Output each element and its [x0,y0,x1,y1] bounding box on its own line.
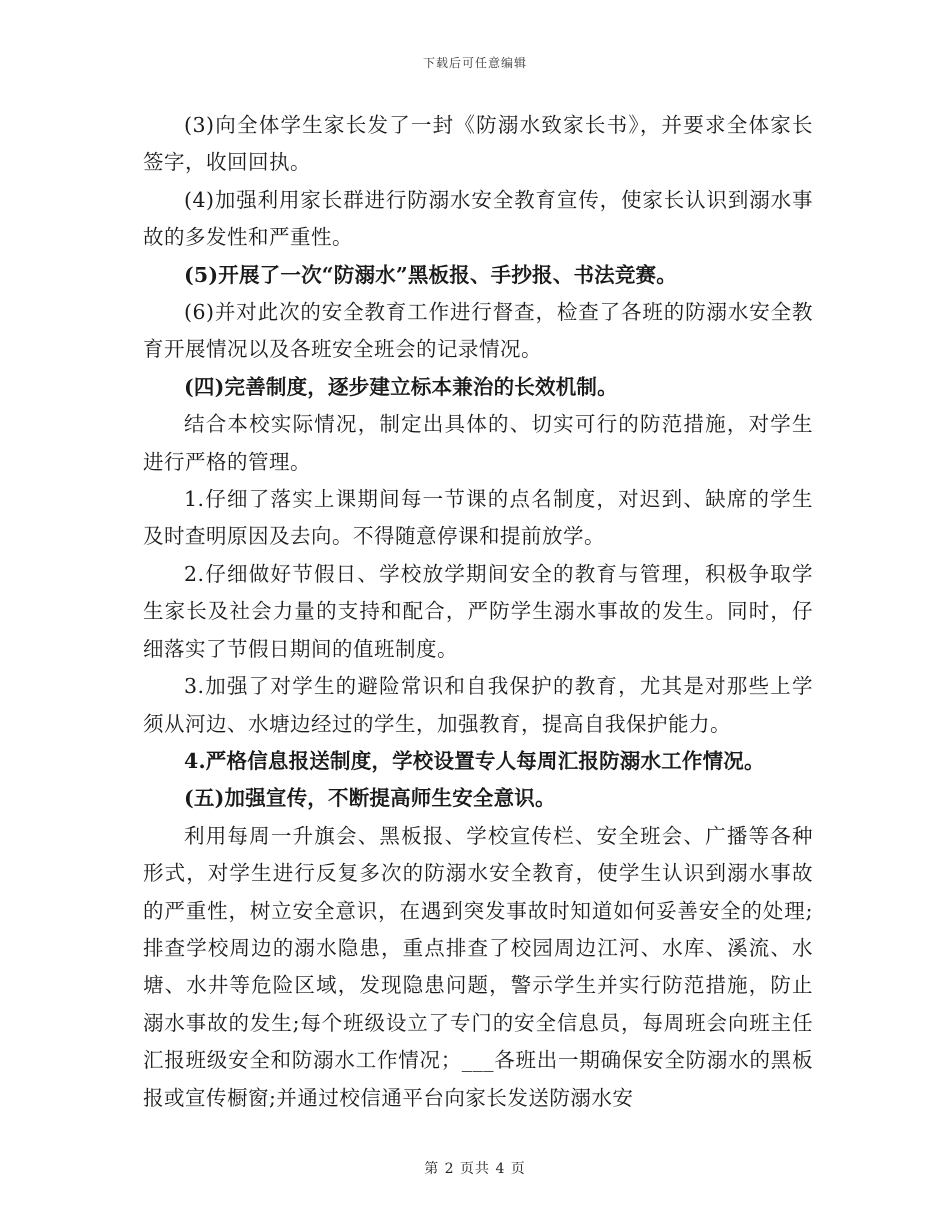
paragraph-4: (6)并对此次的安全教育工作进行督查，检查了各班的防溺水安全教育开展情况以及各班安全班会的记录情况。 [143,300,813,362]
section-heading-5: (五)加强宣传，不断提高师生安全意识。 [184,786,556,811]
section-heading-4: (四)完善制度，逐步建立标本兼治的长效机制。 [184,374,618,399]
paragraph-10: 4.严格信息报送制度，学校设置专人每周汇报防溺水工作情况。 [184,748,765,773]
paragraph-6: 结合本校实际情况，制定出具体的、切实可行的防范措施，对学生进行严格的管理。 [143,412,813,474]
paragraph-8: 2.仔细做好节假日、学校放学期间安全的教育与管理，积极争取学生家长及社会力量的支持和配合，严防学生溺水事故的发生。同时，仔细落实了节假日期间的值班制度。 [143,561,813,661]
paragraph-9: 3.加强了对学生的避险常识和自我保护的教育，尤其是对那些上学须从河边、水塘边经过的学生，加强教育，提高自我保护能力。 [143,674,813,736]
page-number: 第 2 页共 4 页 [424,1161,526,1177]
paragraph-12: 利用每周一升旗会、黑板报、学校宣传栏、安全班会、广播等各种形式，对学生进行反复多次的防溺水安全教育，使学生认识到溺水事故的严重性，树立安全意识，在遇到突发事故时知道如何妥善安全的处理;排查学校周边的溺水隐患，重点排查了校园周边江河、水库、溪流、水塘、水井等危险区域，发现隐患问题，警示学生并实行防范措施，防止溺水事故的发生;每个班级设立了专门的安全信息员，每周班会向班主任汇报班级安全和防溺水工作情况；___各班出一期确保安全防溺水的黑板报或宣传橱窗;并通过校信通平台向家长发送防溺水安 [143,823,813,1110]
document-body [143,107,813,1117]
paragraph-1: (3)向全体学生家长发了一封《防溺水致家长书》，并要求全体家长签字，收回回执。 [143,113,813,175]
paragraph-2: (4)加强利用家长群进行防溺水安全教育宣传，使家长认识到溺水事故的多发性和严重性。 [143,187,813,250]
paragraph-7: 1.仔细了落实上课期间每一节课的点名制度，对迟到、缺席的学生及时查明原因及去向。不得随意停课和提前放学。 [143,487,813,549]
paragraph-3: (5)开展了一次“防溺水”黑板报、手抄报、书法竞赛。 [184,262,677,287]
page-header: 下载后可任意编辑 [422,56,527,70]
